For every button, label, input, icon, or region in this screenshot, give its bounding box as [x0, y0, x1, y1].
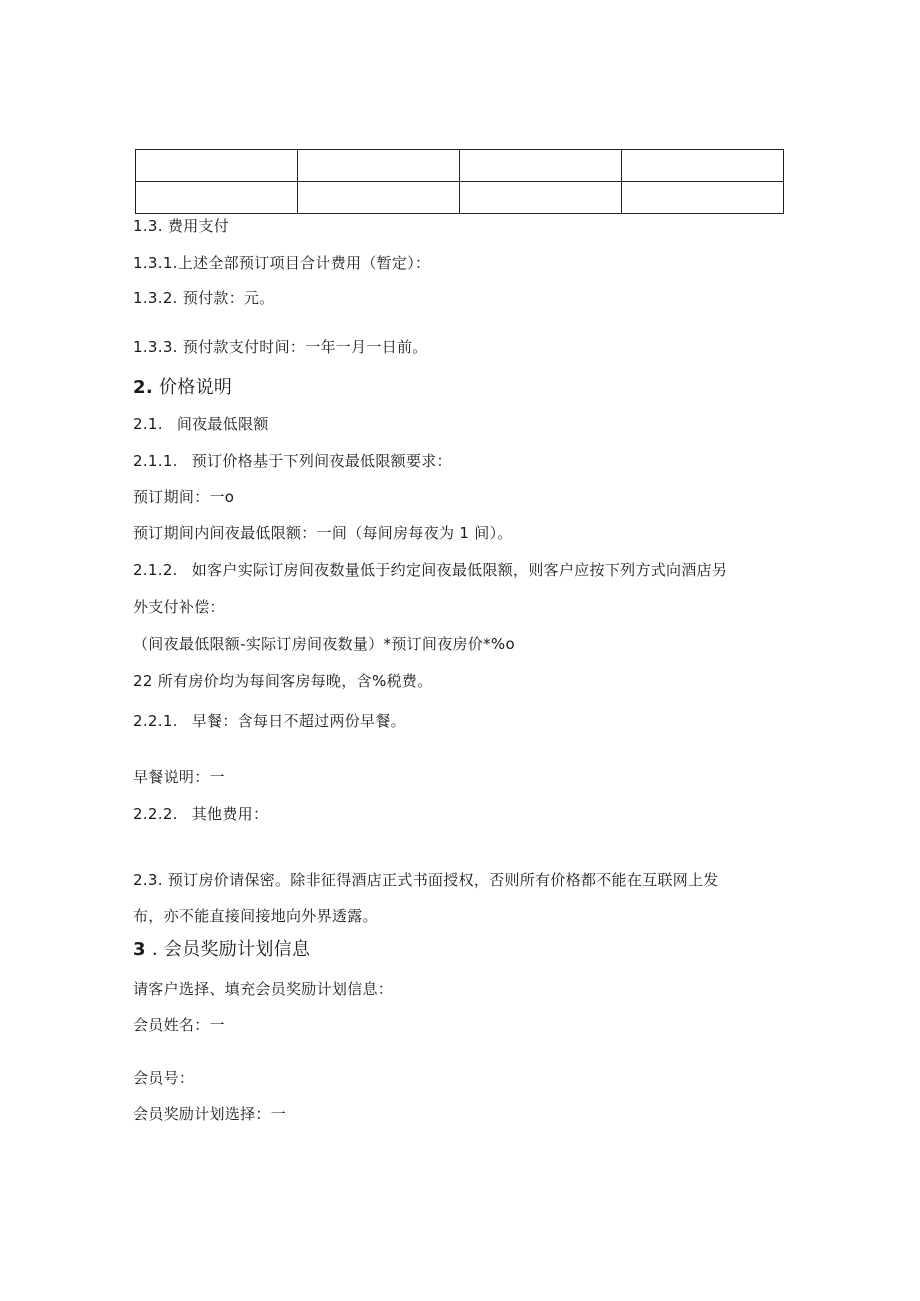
section-2-2-1 [133, 711, 406, 731]
section-2-1 [133, 414, 269, 434]
section-2-2-1-number: 2.2.1. [133, 712, 178, 730]
table-cell [460, 182, 622, 214]
table-cell [298, 182, 460, 214]
member-intro: 请客户选择、填充会员奖励计划信息： [133, 980, 394, 998]
section-2-heading [133, 376, 232, 400]
section-1-3-heading: 1.3. 费用支付 [133, 217, 230, 235]
table-cell [136, 182, 298, 214]
section-2-1-1-number: 2.1.1. [133, 452, 178, 470]
section-3-title: . 会员奖励计划信息 [151, 939, 311, 960]
section-2-1-2-continued: 外支付补偿： [133, 598, 225, 616]
section-2-1-number: 2.1. [133, 415, 163, 433]
section-2-1-2-number: 2.1.2. [133, 561, 178, 579]
section-2-1-1 [133, 451, 452, 471]
table-row [136, 182, 784, 214]
min-nights-requirement: 预订期间内间夜最低限额：一间（每间房每夜为 1 间）。 [133, 524, 513, 542]
section-1-3-1-total-fee: 1.3.1.上述全部预订项目合计费用（暂定）： [133, 254, 431, 272]
member-plan: 会员奖励计划选择：一 [133, 1105, 287, 1123]
booking-period: 预订期间：一o [133, 488, 235, 506]
member-number: 会员号： [133, 1069, 195, 1087]
section-2-3-line-1: 2.3. 预订房价请保密。除非征得酒店正式书面授权，否则所有价格都不能在互联网上发 [133, 871, 719, 889]
section-2-1-text: 间夜最低限额 [176, 415, 269, 433]
member-name: 会员姓名：一 [133, 1016, 225, 1034]
table-cell [622, 150, 784, 182]
section-2-title: 价格说明 [159, 377, 233, 398]
blank-table [135, 149, 784, 214]
section-2-1-2-text: 如客户实际订房间夜数量低于约定间夜最低限额，则客户应按下列方式向酒店另 [191, 561, 728, 579]
section-3-heading [133, 938, 310, 962]
table-cell [460, 150, 622, 182]
breakfast-note: 早餐说明：一 [133, 768, 225, 786]
section-2-number: 2. [133, 377, 153, 398]
table-cell [622, 182, 784, 214]
section-2-2-2 [133, 804, 268, 824]
section-1-3-3-payment-time: 1.3.3. 预付款支付时间：一年一月一日前。 [133, 338, 428, 356]
section-2-2-2-number: 2.2.2. [133, 805, 178, 823]
section-2-1-2 [133, 560, 727, 580]
section-2-2-1-text: 早餐：含每日不超过两份早餐。 [191, 712, 406, 730]
compensation-formula: （间夜最低限额-实际订房间夜数量）*预订间夜房价*%o [133, 635, 515, 653]
table-cell [298, 150, 460, 182]
section-2-2: 22 所有房价均为每间客房每晚，含%税费。 [133, 672, 433, 690]
table-row [136, 150, 784, 182]
table-cell [136, 150, 298, 182]
section-3-number: 3 [133, 939, 146, 960]
section-2-1-1-text: 预订价格基于下列间夜最低限额要求： [191, 452, 452, 470]
section-2-2-2-text: 其他费用： [191, 805, 269, 823]
section-2-3-line-2: 布，亦不能直接间接地向外界透露。 [133, 907, 378, 925]
section-1-3-2-prepayment: 1.3.2. 预付款：元。 [133, 289, 275, 307]
